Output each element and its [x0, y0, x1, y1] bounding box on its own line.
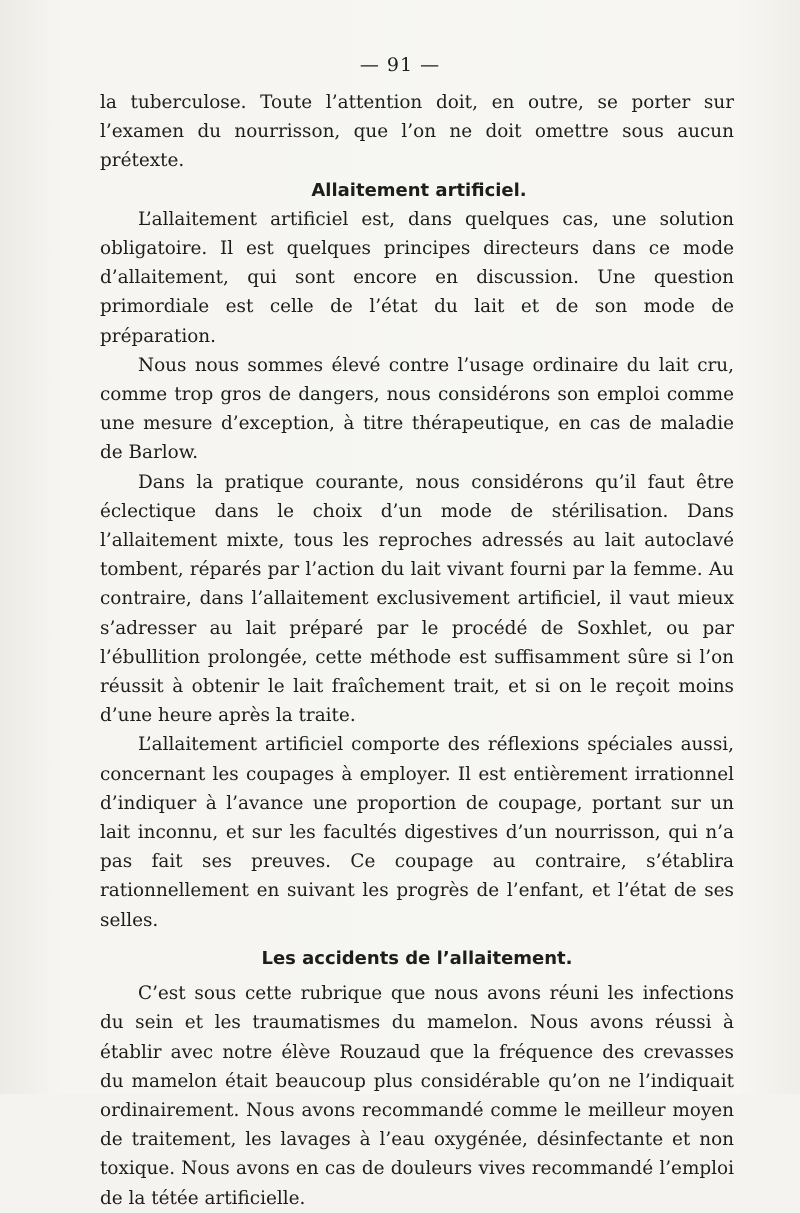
- section-heading-accidents: Les accidents de l’allaitement.: [261, 947, 573, 969]
- paragraph: Dans la pratique courante, nous considérons qu’il faut être éclectique dans le choix d’un mode de stérilisation. Dans l’allaitement mixte, tous les reproches adressés au lait autoclavé tombent, réparés par l’action du lait vivant fourni par la femme. Au contraire, dans l’allaitement exclusivement artificiel, il vaut mieux s’adresser au lait préparé par le procédé de Soxhlet, ou par l’ébullition prolongée, cette méthode est suffisamment sûre si l’on réussit à obtenir le lait fraîchement trait, et si on le reçoit moins d’une heure après la traite.: [100, 471, 734, 727]
- paragraph: C’est sous cette rubrique que nous avons réuni les infections du sein et les traumatismes du mamelon. Nous avons réussi à établir avec notre élève Rouzaud que la fréquence des crevasses du mamelon était beaucoup plus considérable qu’on ne l’indiquait ordinairement. Nous avons recommandé comme le meilleur moyen de traitement, les lavages à l’eau oxygénée, désinfectante et non toxique. Nous avons en cas de douleurs vives recommandé l’emploi de la tétée artificielle.: [100, 983, 734, 1209]
- page-number: — 91 —: [359, 54, 441, 76]
- paragraph: Nous nous sommes élevé contre l’usage ordinaire du lait cru, comme trop gros de dangers, nous considérons son emploi comme une mesure d’exception, à titre thérapeutique, en cas de maladie de Barlow.: [100, 354, 734, 464]
- body-text: [100, 88, 734, 1213]
- section-heading-allaitement-artificiel: Allaitement artificiel.: [311, 179, 527, 201]
- paragraph: L’allaitement artificiel est, dans quelques cas, une solution obligatoire. Il est quelques principes directeurs dans ce mode d’allaitement, qui sont encore en discussion. Une question primordiale est celle de l’état du lait et de son mode de préparation.: [100, 208, 734, 347]
- paragraph: L’allaitement artificiel comporte des réflexions spéciales aussi, concernant les coupages à employer. Il est entièrement irrationnel d’indiquer à l’avance une proportion de coupage, portant sur un lait inconnu, et sur les facultés digestives d’un nourrisson, qui n’a pas fait ses preuves. Ce coupage au contraire, s’établira rationnellement en suivant les progrès de l’enfant, et l’état de ses selles.: [100, 734, 734, 931]
- paragraph-continuation: la tuberculose. Toute l’attention doit, en outre, se porter sur l’examen du nourrisson, que l’on ne doit omettre sous aucun prétexte.: [100, 92, 734, 172]
